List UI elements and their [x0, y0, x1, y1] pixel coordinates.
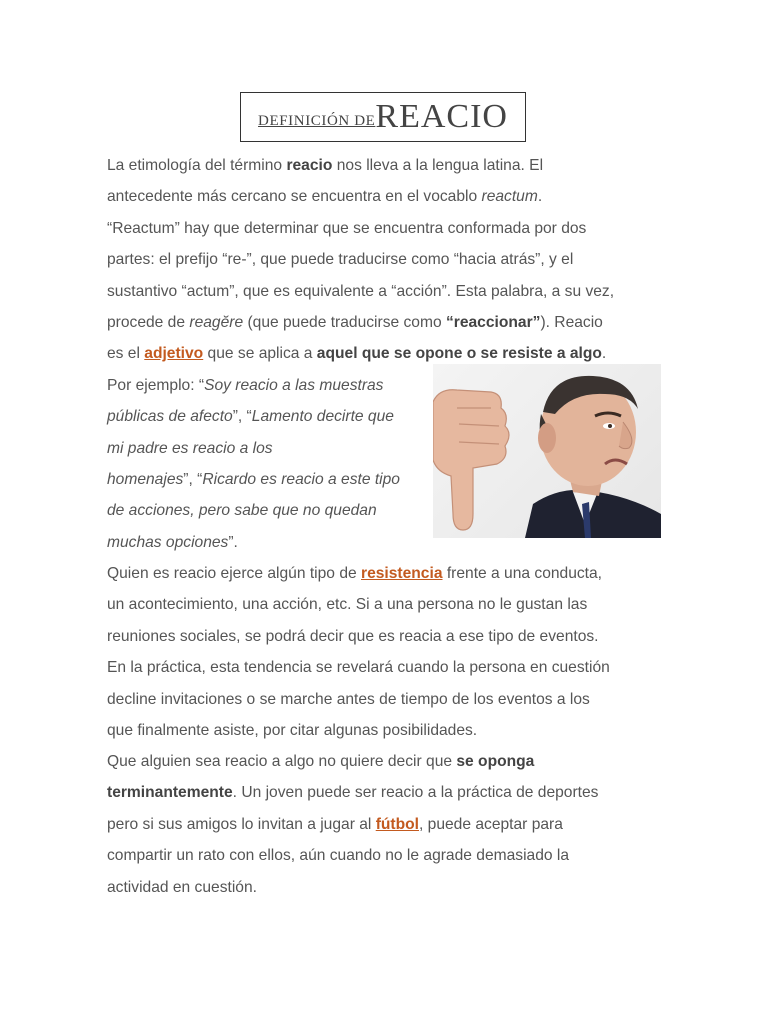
- paragraph-example: [107, 746, 667, 903]
- text: partes: el prefijo “re-”, que puede traducirse como “hacia atrás”, y el: [107, 251, 574, 269]
- bold-term: “reaccionar”: [445, 313, 541, 331]
- thumbs-down-photo: [433, 364, 661, 538]
- bold-term: se oponga: [456, 753, 535, 770]
- text: nos lleva a la lengua latina. El: [332, 157, 544, 174]
- text: ). Reacio: [540, 313, 603, 331]
- italic-example: Soy reacio a las muestras: [204, 376, 384, 394]
- text: procede de: [107, 313, 190, 331]
- text: pero si sus amigos lo invitan a jugar al: [107, 815, 376, 833]
- bold-term: terminantemente: [107, 784, 233, 802]
- text: La etimología del término: [107, 157, 287, 174]
- italic-term: reagĕre: [189, 313, 244, 331]
- text: que finalmente asiste, por citar algunas posibilidades.: [107, 721, 478, 739]
- text: que se aplica a: [203, 345, 317, 363]
- text: (que puede traducirse como: [243, 313, 446, 331]
- text: ”.: [228, 533, 238, 551]
- text: ”, “: [183, 470, 203, 488]
- text: compartir un rato con ellos, aún cuando no le agrade demasiado la: [107, 847, 570, 865]
- italic-example: de acciones, pero sabe que no quedan: [107, 502, 377, 520]
- bold-term: aquel que se opone o se resiste a algo: [316, 345, 602, 363]
- text: decline invitaciones o se marche antes de tiempo de los eventos a los: [107, 690, 590, 708]
- text: reuniones sociales, se podrá decir que es reacia a ese tipo de eventos.: [107, 627, 599, 645]
- link-futbol[interactable]: fútbol: [375, 815, 419, 833]
- text: actividad en cuestión.: [107, 878, 257, 896]
- text: En la práctica, esta tendencia se revelará cuando la persona en cuestión: [107, 659, 610, 677]
- page-title: [240, 92, 526, 142]
- text: un acontecimiento, una acción, etc. Si a una persona no le gustan las: [107, 596, 588, 614]
- paragraph-resistance: [107, 558, 667, 746]
- text: Que alguien sea reacio a algo no quiere decir que: [107, 753, 457, 770]
- text: frente a una conducta,: [442, 565, 603, 582]
- text: es el: [107, 345, 145, 363]
- text: , puede aceptar para: [419, 815, 563, 833]
- link-adjetivo[interactable]: adjetivo: [144, 345, 204, 363]
- text: . Un joven puede ser reacio a la práctica de deportes: [232, 784, 599, 802]
- italic-example: homenajes: [107, 470, 184, 488]
- text: Quien es reacio ejerce algún tipo de: [107, 565, 361, 582]
- text: antecedente más cercano se encuentra en el vocablo: [107, 188, 482, 206]
- bold-term: reacio: [286, 157, 333, 174]
- thumbs-down-man-illustration: [433, 364, 661, 538]
- title-word: REACIO: [375, 98, 508, 135]
- italic-example: Lamento decirte que: [251, 408, 394, 426]
- text: “Reactum” hay que determinar que se encuentra conformada por dos: [107, 219, 587, 237]
- paragraph-etymology: La etimología del término reacio nos lleva a la lengua latina. El antecedente más cercano se encuentra en el vocablo reactum. “Reactum” hay que determinar que se encuentra conformada por dos partes: el prefijo “re-”, que puede traducirse como “hacia atrás”, y el sustantivo “actum”, que es equivalente a “acción”. Esta palabra, a su vez, procede de reagĕre (que puede traducirse como “reaccionar”). Reacio es el adjetivo que se aplica a aquel que se opone o se resiste a algo. Por ejemplo: “Soy reacio a las muestras públicas de afecto”, “Lamento decirte que mi padre es reacio a los homenajes”, “Ricardo es reacio a este tipo de acciones, pero sabe que no quedan muchas opciones”.: [107, 150, 667, 558]
- italic-example: públicas de afecto: [107, 408, 233, 426]
- italic-example: muchas opciones: [107, 533, 229, 551]
- text: ”, “: [232, 408, 252, 426]
- italic-example: mi padre es reacio a los: [107, 439, 273, 457]
- link-resistencia[interactable]: resistencia: [361, 565, 443, 582]
- text: sustantivo “actum”, que es equivalente a “acción”. Esta palabra, a su vez,: [107, 282, 615, 300]
- text: Por ejemplo: “: [107, 376, 205, 394]
- title-prefix: DEFINICIÓN DE: [258, 112, 376, 129]
- italic-term: reactum: [481, 188, 538, 206]
- italic-example: Ricardo es reacio a este tipo: [202, 470, 400, 488]
